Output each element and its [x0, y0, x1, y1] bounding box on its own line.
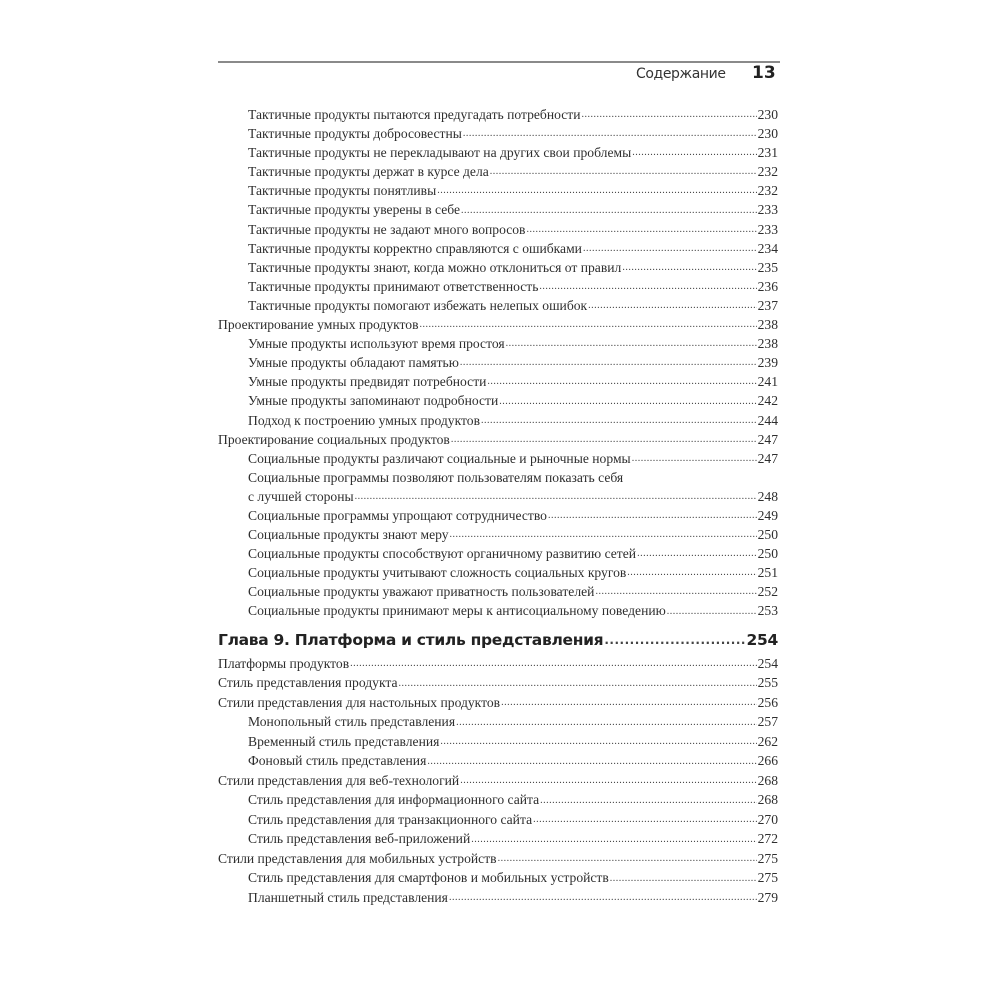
toc-entry-page: 234 [757, 240, 778, 256]
toc-entry-page: 233 [757, 221, 778, 237]
toc-entry-title: Тактичные продукты помогают избежать нелепых ошибок [248, 297, 588, 313]
toc-chapter-9-entries [218, 654, 778, 908]
toc-entry[interactable] [218, 277, 778, 296]
toc-entry-page: 253 [757, 603, 778, 619]
toc-entry-page: 262 [757, 733, 778, 749]
toc-entry-page: 238 [757, 317, 778, 333]
dot-leader [533, 810, 757, 829]
toc-entry[interactable] [218, 868, 778, 888]
toc-entry-title: Платформы продуктов [218, 655, 350, 671]
toc-entry-page: 249 [757, 507, 778, 523]
dot-leader [604, 629, 745, 651]
toc-entry[interactable] [218, 353, 778, 372]
toc-entry-title: Умные продукты используют время простоя [248, 336, 505, 352]
toc-entry[interactable] [218, 525, 778, 544]
dot-leader [632, 143, 756, 162]
toc-entry[interactable] [218, 200, 778, 219]
toc-entry-title: Тактичные продукты понятливы [248, 183, 437, 199]
toc-entry[interactable] [218, 654, 778, 674]
toc-entry-page: 256 [757, 694, 778, 710]
toc-entry-page: 266 [757, 753, 778, 769]
header-rule [218, 61, 780, 63]
toc-entry-page: 232 [757, 183, 778, 199]
dot-leader [632, 449, 757, 468]
toc-entry[interactable] [218, 563, 778, 582]
toc-entry-page: 237 [757, 297, 778, 313]
dot-leader [539, 277, 756, 296]
dot-leader [350, 654, 756, 673]
toc-entry[interactable] [218, 712, 778, 732]
toc-entry-page: 247 [757, 431, 778, 447]
dot-leader [506, 334, 757, 353]
dot-leader [471, 830, 756, 849]
toc-entry-title: Социальные продукты учитывают сложность социальных кругов [248, 565, 627, 581]
dot-leader [627, 563, 756, 582]
toc-entry-page: 235 [757, 259, 778, 275]
toc-entry[interactable] [218, 449, 778, 468]
toc-entry-title: Стили представления для мобильных устройств [218, 850, 497, 866]
toc-entry[interactable] [218, 372, 778, 391]
toc-entry[interactable] [218, 849, 778, 869]
toc-entry[interactable] [218, 582, 778, 601]
dot-leader [463, 124, 757, 143]
dot-leader [427, 752, 756, 771]
toc-entry-page: 232 [757, 164, 778, 180]
table-of-contents [218, 105, 778, 907]
dot-leader [637, 544, 757, 563]
toc-entry-title: Социальные продукты уважают приватность пользователей [248, 584, 595, 600]
toc-entry-page: 233 [757, 202, 778, 218]
toc-entry-title: Умные продукты предвидят потребности [248, 374, 487, 390]
toc-entry-title: Стиль представления для смартфонов и мобильных устройств [248, 870, 609, 886]
toc-entry[interactable] [218, 771, 778, 791]
toc-entry[interactable] [218, 430, 778, 449]
toc-entry-title: Умные продукты запоминают подробности [248, 393, 499, 409]
toc-entry[interactable] [218, 105, 778, 124]
toc-entry-title: Тактичные продукты корректно справляются с ошибками [248, 240, 582, 256]
toc-entry-page: 238 [757, 336, 778, 352]
toc-entry[interactable] [218, 506, 778, 525]
toc-entry-page: 268 [757, 792, 778, 808]
running-header-title: Содержание [636, 66, 726, 82]
toc-entry-title: Стиль представления продукта [218, 675, 398, 691]
page-number: 13 [752, 63, 776, 83]
toc-entry[interactable] [218, 732, 778, 752]
toc-entry-title: Тактичные продукты пытаются предугадать потребности [248, 107, 581, 122]
dot-leader [456, 713, 757, 732]
toc-entry-page: 247 [757, 450, 778, 466]
toc-entry[interactable] [218, 487, 778, 506]
toc-entry-page: 250 [757, 546, 778, 562]
dot-leader [582, 105, 757, 124]
toc-entry-title: Тактичные продукты знают, когда можно отклониться от правил [248, 259, 622, 275]
toc-entry-title: Социальные продукты знают меру [248, 527, 449, 543]
toc-entry-title: Тактичные продукты уверены в себе [248, 202, 461, 218]
toc-entry-title: Тактичные продукты принимают ответственность [248, 278, 539, 294]
toc-entry-title: Стили представления для веб-технологий [218, 772, 460, 788]
toc-entry[interactable] [218, 411, 778, 430]
dot-leader [355, 487, 757, 506]
toc-entry[interactable] [218, 334, 778, 353]
toc-entry[interactable] [218, 162, 778, 181]
dot-leader [481, 411, 757, 430]
dot-leader [399, 674, 757, 693]
dot-leader [449, 888, 757, 907]
toc-entry-page: 230 [757, 126, 778, 142]
toc-entry-page: 254 [757, 655, 778, 671]
toc-entry[interactable] [218, 810, 778, 830]
toc-entry-title: Временный стиль представления [248, 733, 440, 749]
toc-entry-title: Подход к построению умных продуктов [248, 412, 481, 428]
dot-leader [451, 430, 757, 449]
toc-entry-page: 255 [757, 675, 778, 691]
toc-entry[interactable] [218, 239, 778, 258]
toc-entry-page: 248 [757, 488, 778, 504]
toc-entry-title: Стиль представления для транзакционного сайта [248, 811, 533, 827]
toc-entry-page: 270 [757, 811, 778, 827]
dot-leader [610, 869, 757, 888]
toc-entry-page: 252 [757, 584, 778, 600]
toc-entry[interactable] [218, 143, 778, 162]
dot-leader [487, 372, 756, 391]
toc-entry-title-line: Социальные программы позволяют пользователям показать себя [248, 469, 624, 485]
dot-leader [499, 392, 756, 411]
dot-leader [548, 506, 757, 525]
toc-entry-title: Проектирование умных продуктов [218, 317, 419, 333]
toc-entry[interactable] [218, 601, 778, 620]
toc-entry-title: Тактичные продукты не задают много вопросов [248, 221, 526, 237]
dot-leader [667, 602, 757, 621]
dot-leader [420, 315, 757, 334]
toc-entry[interactable] [218, 220, 778, 239]
dot-leader [440, 732, 756, 751]
toc-entry-title: Монопольный стиль представления [248, 714, 456, 730]
toc-entry-title: Социальные продукты способствуют органичному развитию сетей [248, 546, 637, 562]
toc-entry-title: Социальные продукты принимают меры к антисоциальному поведению [248, 603, 666, 619]
toc-entry[interactable] [218, 181, 778, 200]
dot-leader [583, 239, 757, 258]
toc-entry[interactable] [218, 296, 778, 315]
toc-entry-page: 231 [757, 145, 778, 161]
toc-entry[interactable] [218, 315, 778, 334]
toc-entry-page: 272 [757, 831, 778, 847]
toc-entry[interactable] [218, 888, 778, 908]
toc-entry-title: Стиль представления для информационного сайта [248, 792, 540, 808]
toc-entry-page: 257 [757, 714, 778, 730]
dot-leader [498, 849, 757, 868]
toc-entry-page: 275 [757, 870, 778, 886]
toc-entry-page: 254 [746, 630, 778, 649]
toc-entry[interactable] [218, 544, 778, 563]
dot-leader [461, 201, 757, 220]
toc-entry-title: Социальные продукты различают социальные и рыночные нормы [248, 450, 631, 466]
toc-entry-page: 241 [757, 374, 778, 390]
toc-entry-page: 268 [757, 772, 778, 788]
toc-entry-page: 242 [757, 393, 778, 409]
dot-leader [460, 353, 757, 372]
toc-entry-title: Глава 9. Платформа и стиль представления [218, 630, 604, 649]
toc-entry[interactable] [218, 124, 778, 143]
dot-leader [540, 791, 756, 810]
toc-entry[interactable] [218, 751, 778, 771]
toc-entry-page: 251 [757, 565, 778, 581]
toc-entry[interactable] [218, 673, 778, 693]
toc-entry-title: Социальные программы упрощают сотрудничество [248, 507, 547, 523]
toc-entry-title: Тактичные продукты добросовестны [248, 126, 462, 142]
toc-entry-page: 239 [757, 355, 778, 371]
toc-entry-page: 230 [757, 107, 778, 122]
toc-entry[interactable] [218, 790, 778, 810]
toc-entry-title: Планшетный стиль представления [248, 889, 448, 905]
toc-entry[interactable] [218, 693, 778, 713]
dot-leader [588, 296, 756, 315]
dot-leader [622, 258, 756, 277]
toc-chapter-9[interactable] [218, 629, 778, 651]
toc-entry[interactable] [218, 258, 778, 277]
dot-leader [437, 181, 756, 200]
dot-leader [595, 582, 756, 601]
toc-section-continued [218, 105, 778, 621]
toc-entry-title: Стили представления для настольных продуктов [218, 694, 501, 710]
toc-entry-title: Тактичные продукты держат в курсе дела [248, 164, 489, 180]
toc-entry-title: Умные продукты обладают памятью [248, 355, 459, 371]
toc-entry-page: 250 [757, 527, 778, 543]
dot-leader [490, 162, 757, 181]
dot-leader [450, 525, 757, 544]
toc-entry-page: 275 [757, 850, 778, 866]
toc-entry-page: 279 [757, 889, 778, 905]
toc-entry-title: с лучшей стороны [248, 488, 354, 504]
toc-entry-title: Фоновый стиль представления [248, 753, 427, 769]
dot-leader [501, 693, 757, 712]
toc-entry-title: Стиль представления веб-приложений [248, 831, 471, 847]
dot-leader [460, 771, 756, 790]
toc-entry-page: 236 [757, 278, 778, 294]
toc-entry-title: Тактичные продукты не перекладывают на других свои проблемы [248, 145, 632, 161]
dot-leader [526, 220, 756, 239]
toc-entry[interactable] [218, 391, 778, 410]
toc-entry-title: Проектирование социальных продуктов [218, 431, 450, 447]
toc-entry-page: 244 [757, 412, 778, 428]
toc-entry[interactable] [218, 829, 778, 849]
